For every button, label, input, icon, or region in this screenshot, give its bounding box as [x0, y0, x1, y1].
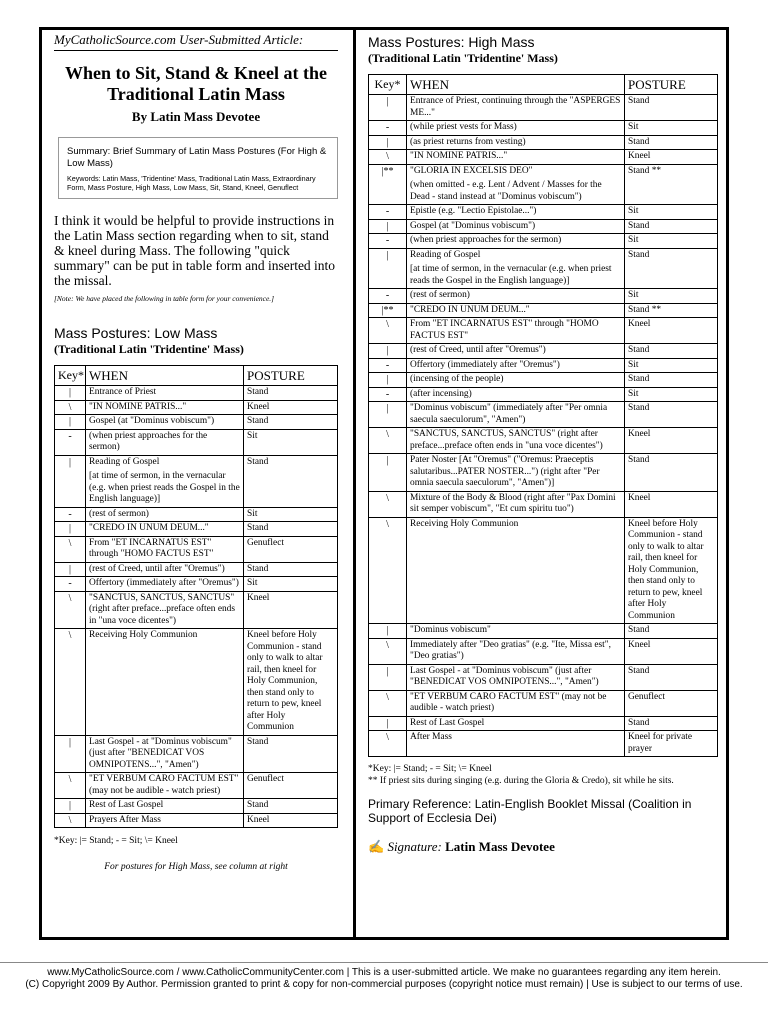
posture-cell: Stand	[625, 624, 718, 639]
posture-cell: Stand **	[625, 164, 718, 205]
posture-cell: Stand	[244, 522, 338, 537]
table-header-row	[55, 366, 338, 386]
when-cell	[407, 454, 625, 492]
posture-cell: Stand	[625, 95, 718, 121]
posture-key: -	[369, 289, 407, 304]
posture-key: \	[369, 690, 407, 716]
when-cell	[86, 415, 244, 430]
header-when: WHEN	[407, 75, 625, 95]
table-row	[55, 429, 338, 455]
when-text: (as priest returns from vesting)	[410, 136, 526, 147]
when-text: (rest of Creed, until after "Oremus")	[410, 345, 546, 355]
posture-key: \	[55, 629, 86, 736]
when-cell	[86, 813, 244, 828]
posture-key: -	[55, 577, 86, 592]
posture-key: \	[369, 517, 407, 624]
posture-cell: Sit	[625, 121, 718, 136]
posture-key: \	[55, 400, 86, 415]
when-cell	[407, 517, 625, 624]
table-row	[369, 491, 718, 517]
when-cell	[407, 731, 625, 757]
low-mass-subtitle: (Traditional Latin 'Tridentine' Mass)	[54, 342, 244, 356]
when-cell	[86, 522, 244, 537]
when-cell	[407, 164, 625, 205]
posture-cell: Kneel	[244, 591, 338, 629]
when-text: Last Gospel - at "Dominus vobiscum" (just after "BENEDICAT VOS OMNIPOTENS...", "Amen")	[89, 736, 232, 770]
posture-key: -	[369, 358, 407, 373]
table-row	[369, 690, 718, 716]
when-text: (incensing of the people)	[410, 374, 504, 384]
when-cell	[407, 150, 625, 165]
posture-cell: Stand	[244, 386, 338, 401]
when-cell	[407, 234, 625, 249]
high-mass-subtitle: (Traditional Latin 'Tridentine' Mass)	[368, 51, 558, 65]
when-cell	[407, 491, 625, 517]
posture-cell: Stand	[244, 415, 338, 430]
table-row	[369, 664, 718, 690]
posture-key: |	[55, 386, 86, 401]
signature-line	[368, 839, 718, 855]
posture-cell: Stand **	[625, 303, 718, 318]
posture-key: \	[369, 428, 407, 454]
table-row	[369, 344, 718, 359]
when-cell	[407, 402, 625, 428]
when-cell	[407, 428, 625, 454]
posture-cell: Sit	[625, 289, 718, 304]
when-text: "CREDO IN UNUM DEUM..."	[89, 523, 209, 533]
when-text: Receiving Holy Communion	[89, 630, 198, 640]
when-text: (after incensing)	[410, 388, 472, 399]
posture-key: \	[369, 638, 407, 664]
when-text: After Mass	[410, 732, 452, 742]
pen-writing-icon: ✍	[368, 839, 385, 854]
when-detail: [at time of sermon, in the vernacular (e.g. when priest reads the Gospel in the English language)]	[89, 471, 240, 504]
posture-key: |	[55, 522, 86, 537]
when-cell	[407, 95, 625, 121]
table-row	[55, 562, 338, 577]
signature-label: Signature:	[387, 839, 442, 854]
when-text: Rest of Last Gospel	[410, 717, 485, 728]
posture-cell: Kneel	[625, 428, 718, 454]
when-cell	[86, 629, 244, 736]
table-header-row	[369, 75, 718, 95]
table-row	[369, 716, 718, 731]
when-text: Entrance of Priest, continuing through the "ASPERGES ME..."	[410, 96, 621, 118]
key-legend: *Key: |= Stand; - = Sit; \= Kneel	[368, 764, 492, 774]
when-text: "SANCTUS, SANCTUS, SANCTUS" (right after preface...preface often ends in "una voce dicentes")	[410, 429, 603, 451]
when-cell	[86, 429, 244, 455]
when-text: Rest of Last Gospel	[89, 800, 164, 810]
when-text: Offertory (immediately after "Oremus")	[89, 578, 239, 588]
table-row	[55, 400, 338, 415]
posture-key: |	[369, 373, 407, 388]
header-key: Key*	[55, 366, 86, 386]
posture-cell: Stand	[625, 664, 718, 690]
posture-key: -	[55, 507, 86, 522]
when-text: "IN NOMINE PATRIS..."	[410, 151, 508, 161]
low-mass-key-note: *Key: |= Stand; - = Sit; \= Kneel	[54, 836, 178, 846]
posture-cell: Genuflect	[244, 536, 338, 562]
posture-key: |	[55, 735, 86, 773]
table-row	[369, 289, 718, 304]
column-divider	[353, 27, 356, 940]
when-text: (while priest vests for Mass)	[410, 122, 517, 132]
article-title: When to Sit, Stand & Kneel at the Traditional Latin Mass	[64, 63, 327, 104]
when-text: "Dominus vobiscum" (immediately after "Per omnia saecula saeculorum", "Amen")	[410, 403, 608, 425]
posture-key: \	[369, 150, 407, 165]
header-posture: POSTURE	[244, 366, 338, 386]
low-mass-table	[54, 365, 338, 828]
table-row	[55, 536, 338, 562]
posture-cell: Kneel before Holy Communion - stand only to walk to altar rail, then kneel for Holy Communion, then stand only to return to pew, kneel after Holy Communion	[625, 517, 718, 624]
table-row	[369, 624, 718, 639]
when-text: Reading of Gospel	[89, 456, 160, 467]
when-text: Offertory (immediately after "Oremus")	[410, 359, 560, 370]
when-cell	[407, 318, 625, 344]
high-mass-table	[368, 74, 718, 757]
when-text: "GLORIA IN EXCELSIS DEO"	[410, 165, 533, 176]
when-cell	[407, 387, 625, 402]
posture-key: -	[369, 387, 407, 402]
when-cell	[407, 624, 625, 639]
table-row	[369, 219, 718, 234]
when-cell	[407, 219, 625, 234]
posture-key: |	[369, 716, 407, 731]
posture-cell: Genuflect	[625, 690, 718, 716]
when-text: Receiving Holy Communion	[410, 518, 519, 529]
posture-key: \	[55, 536, 86, 562]
posture-cell: Sit	[625, 358, 718, 373]
table-row	[369, 205, 718, 220]
intro-note: [Note: We have placed the following in table form for your convenience.]	[54, 294, 275, 303]
posture-key: \	[369, 491, 407, 517]
posture-key: |	[369, 454, 407, 492]
signature-name: Latin Mass Devotee	[445, 839, 555, 854]
table-row	[55, 591, 338, 629]
posture-key: -	[55, 429, 86, 455]
posture-cell: Sit	[625, 234, 718, 249]
posture-cell: Stand	[625, 373, 718, 388]
posture-cell: Stand	[625, 716, 718, 731]
posture-key: |	[369, 402, 407, 428]
when-cell	[407, 303, 625, 318]
high-mass-key-note	[368, 763, 718, 787]
when-cell	[86, 799, 244, 814]
table-row	[55, 735, 338, 773]
table-row	[369, 150, 718, 165]
table-row	[55, 773, 338, 799]
summary-text: Summary: Brief Summary of Latin Mass Postures (For High & Low Mass)	[67, 146, 327, 169]
posture-key: -	[369, 234, 407, 249]
posture-cell: Kneel	[625, 318, 718, 344]
posture-key: |	[369, 135, 407, 150]
summary-box	[58, 137, 338, 199]
byline: By Latin Mass Devotee	[131, 109, 261, 124]
when-cell	[407, 135, 625, 150]
posture-key: |	[369, 624, 407, 639]
table-row	[369, 638, 718, 664]
table-row	[55, 629, 338, 736]
low-mass-footer-note: For postures for High Mass, see column at right	[104, 862, 288, 872]
footer-line-2: (C) Copyright 2009 By Author. Permission granted to print & copy for non-commercial purposes (copyright notice must remain) | Use is subject to our terms of use.	[25, 979, 743, 990]
when-text: From "ET INCARNATUS EST" through "HOMO FACTUS EST"	[89, 537, 214, 559]
table-row	[369, 318, 718, 344]
header-key: Key*	[369, 75, 407, 95]
posture-cell: Stand	[244, 562, 338, 577]
low-mass-title: Mass Postures: Low Mass	[54, 325, 218, 341]
posture-cell: Sit	[244, 507, 338, 522]
when-detail: [at time of sermon, in the vernacular (e.g. when priest reads the Gospel in the English language)]	[410, 264, 612, 286]
posture-key: \	[55, 591, 86, 629]
when-cell	[407, 638, 625, 664]
left-column	[54, 30, 338, 872]
posture-cell: Stand	[244, 455, 338, 507]
table-row	[369, 121, 718, 136]
posture-cell: Stand	[625, 454, 718, 492]
posture-cell: Genuflect	[244, 773, 338, 799]
posture-cell: Sit	[244, 577, 338, 592]
posture-cell: Stand	[244, 799, 338, 814]
posture-key: -	[369, 121, 407, 136]
when-cell	[407, 289, 625, 304]
when-text: Last Gospel - at "Dominus vobiscum" (just after "BENEDICAT VOS OMNIPOTENS...", "Amen")	[410, 665, 599, 687]
when-text: (rest of Creed, until after "Oremus")	[89, 563, 225, 574]
posture-key: |	[55, 799, 86, 814]
right-column	[368, 30, 718, 855]
primary-reference: Primary Reference: Latin-English Booklet Missal (Coalition in Support of Ecclesia Dei)	[368, 797, 692, 825]
when-text: (rest of sermon)	[89, 508, 149, 519]
when-cell	[86, 773, 244, 799]
posture-key: |**	[369, 303, 407, 318]
when-text: Mixture of the Body & Blood (right after "Pax Domini sit semper vobiscum", "Et cum spiritu tuo")	[410, 492, 616, 514]
posture-cell: Stand	[625, 135, 718, 150]
when-cell	[407, 373, 625, 388]
when-cell	[86, 386, 244, 401]
when-text: From "ET INCARNATUS EST" through "HOMO FACTUS EST"	[410, 319, 599, 341]
when-text: "CREDO IN UNUM DEUM..."	[410, 304, 530, 315]
posture-cell: Kneel	[244, 400, 338, 415]
table-row	[369, 95, 718, 121]
posture-cell: Stand	[625, 219, 718, 234]
posture-key: \	[369, 318, 407, 344]
when-text: "ET VERBUM CARO FACTUM EST" (may not be audible - watch priest)	[89, 774, 239, 796]
site-line: MyCatholicSource.com User-Submitted Article:	[54, 32, 338, 51]
when-cell	[407, 358, 625, 373]
when-text: Prayers After Mass	[89, 814, 161, 825]
table-row	[369, 135, 718, 150]
table-row	[55, 522, 338, 537]
table-row	[55, 507, 338, 522]
posture-key: |	[55, 455, 86, 507]
posture-cell: Stand	[625, 344, 718, 359]
posture-key: |	[369, 344, 407, 359]
table-row	[369, 303, 718, 318]
posture-key: \	[55, 813, 86, 828]
high-mass-title: Mass Postures: High Mass	[368, 34, 535, 50]
when-cell	[407, 664, 625, 690]
when-cell	[86, 455, 244, 507]
when-text: "ET VERBUM CARO FACTUM EST" (may not be audible - watch priest)	[410, 691, 607, 713]
table-row	[369, 234, 718, 249]
table-row	[369, 454, 718, 492]
when-text: Reading of Gospel	[410, 249, 481, 260]
posture-cell: Sit	[244, 429, 338, 455]
when-cell	[407, 344, 625, 359]
when-cell	[407, 716, 625, 731]
table-row	[55, 386, 338, 401]
when-text: Gospel (at "Dominus vobiscum")	[410, 220, 536, 231]
posture-key: |	[55, 415, 86, 430]
when-text: Immediately after "Deo gratias" (e.g. "Ite, Missa est", "Deo gratias")	[410, 639, 611, 661]
when-text: "IN NOMINE PATRIS..."	[89, 401, 187, 412]
posture-cell: Kneel	[625, 638, 718, 664]
table-row	[369, 373, 718, 388]
when-cell	[407, 690, 625, 716]
when-cell	[86, 507, 244, 522]
posture-key: -	[369, 205, 407, 220]
footer-line-1: www.MyCatholicSource.com / www.CatholicCommunityCenter.com | This is a user-submitted article. We make no guarantees regarding any item herein.	[47, 967, 721, 978]
posture-key: |	[369, 219, 407, 234]
posture-cell: Sit	[625, 387, 718, 402]
summary-keywords: Keywords: Latin Mass, 'Tridentine' Mass, Traditional Latin Mass, Extraordinary Form, Mass Posture, High Mass, Low Mass, Sit, Stand, Kneel, Genuflect	[67, 174, 316, 192]
when-text: Epistle (e.g. "Lectio Epistolae...")	[410, 206, 537, 216]
table-row	[369, 428, 718, 454]
when-detail: (when omitted - e.g. Lent / Advent / Masses for the Dead - stand instead at "Dominus vobiscum")	[410, 180, 602, 202]
posture-cell: Kneel	[244, 813, 338, 828]
when-cell	[407, 205, 625, 220]
when-text: (rest of sermon)	[410, 290, 470, 300]
when-text: (when priest approaches for the sermon)	[89, 430, 208, 452]
table-row	[369, 402, 718, 428]
when-cell	[407, 121, 625, 136]
table-row	[55, 455, 338, 507]
key-legend-footnote: ** If priest sits during singing (e.g. during the Gloria & Credo), sit while he sits.	[368, 776, 674, 786]
posture-cell: Kneel	[625, 150, 718, 165]
posture-key: |	[369, 664, 407, 690]
table-row	[369, 248, 718, 289]
when-cell	[86, 562, 244, 577]
when-text: Gospel (at "Dominus vobiscum")	[89, 416, 215, 426]
when-text: "SANCTUS, SANCTUS, SANCTUS" (right after preface...preface often ends in "una voce dicentes")	[89, 592, 236, 626]
posture-key: |**	[369, 164, 407, 205]
table-row	[369, 517, 718, 624]
posture-cell: Stand	[625, 402, 718, 428]
when-text: Pater Noster [At "Oremus" ("Oremus: Praeceptis salutaribus...PATER NOSTER...") (right after "Per omnia saecula saeculorum", "Amen")]	[410, 455, 600, 488]
table-row	[369, 164, 718, 205]
when-cell	[86, 536, 244, 562]
posture-cell: Kneel for private prayer	[625, 731, 718, 757]
table-row	[55, 813, 338, 828]
posture-cell: Kneel before Holy Communion - stand only to walk to altar rail, then kneel for Holy Communion, then stand only to return to pew, kneel after Holy Communion	[244, 629, 338, 736]
posture-key: \	[55, 773, 86, 799]
when-cell	[86, 400, 244, 415]
page-footer	[0, 962, 768, 991]
table-row	[55, 577, 338, 592]
when-text: Entrance of Priest	[89, 387, 157, 397]
table-row	[369, 731, 718, 757]
header-posture: POSTURE	[625, 75, 718, 95]
table-row	[55, 799, 338, 814]
when-text: "Dominus vobiscum"	[410, 625, 491, 635]
table-row	[369, 358, 718, 373]
table-row	[55, 415, 338, 430]
table-row	[369, 387, 718, 402]
when-cell	[86, 591, 244, 629]
posture-key: |	[55, 562, 86, 577]
header-when: WHEN	[86, 366, 244, 386]
when-text: (when priest approaches for the sermon)	[410, 235, 562, 245]
when-cell	[86, 735, 244, 773]
intro-paragraph: I think it would be helpful to provide instructions in the Latin Mass section regarding when to sit, stand & kneel during Mass. The following "quick summary" can be put in table form and inserted into the missal.	[54, 213, 336, 288]
posture-key: \	[369, 731, 407, 757]
posture-cell: Sit	[625, 205, 718, 220]
posture-key: |	[369, 248, 407, 289]
posture-cell: Kneel	[625, 491, 718, 517]
posture-cell: Stand	[244, 735, 338, 773]
when-cell	[86, 577, 244, 592]
when-cell	[407, 248, 625, 289]
posture-cell: Stand	[625, 248, 718, 289]
posture-key: |	[369, 95, 407, 121]
